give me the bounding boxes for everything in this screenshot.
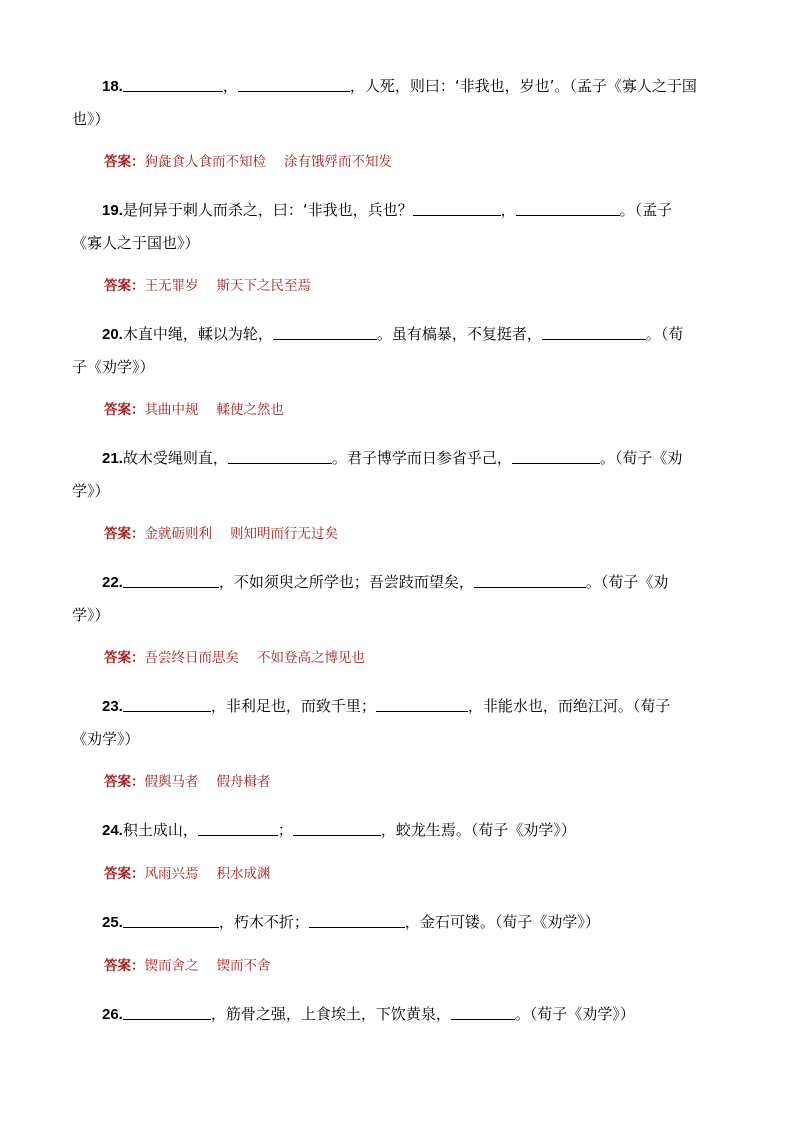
answer-line: [104, 648, 704, 668]
answer-label: 答案：: [104, 958, 145, 974]
question-number: 22.: [102, 574, 123, 591]
fill-in-blank[interactable]: [542, 323, 646, 340]
fill-in-blank[interactable]: [123, 911, 219, 928]
question-number: 20.: [102, 326, 123, 343]
question-text: ；: [277, 821, 293, 839]
answer-label: 答案：: [104, 774, 145, 790]
question-text: 。（孟子《寡人之于国也》）: [72, 201, 673, 252]
question-text: 。虽有槁暴，不复挺者，: [376, 325, 542, 343]
question-23: [72, 690, 698, 756]
answer-text: 假舆马者: [144, 774, 199, 790]
question-text: 木直中绳，輮以为轮，: [122, 325, 273, 343]
question-text: 积土成山，: [122, 821, 198, 839]
answer-text: 假舟楫者: [216, 774, 271, 790]
question-20: [72, 318, 698, 384]
answer-text: 金就砺则利: [144, 526, 212, 542]
question-number: 24.: [102, 822, 123, 839]
fill-in-blank[interactable]: [198, 819, 278, 836]
fill-in-blank[interactable]: [123, 1003, 211, 1020]
question-number: 19.: [102, 202, 123, 219]
question-text: ，筋骨之强，上食埃土，下饮黄泉，: [210, 1005, 451, 1023]
answer-line: [104, 772, 704, 792]
answer-text: 斯天下之民至焉: [216, 278, 311, 294]
question-22: [72, 566, 698, 632]
answer-label: 答案：: [104, 526, 145, 542]
answer-label: 答案：: [104, 866, 145, 882]
answer-line: [104, 956, 704, 976]
answer-text: 輮使之然也: [216, 402, 284, 418]
question-text: 。（荀子《劝学》）: [72, 573, 669, 624]
fill-in-blank[interactable]: [309, 911, 405, 928]
answer-text: 吾尝终日而思矣: [144, 650, 239, 666]
question-number: 25.: [102, 914, 123, 931]
fill-in-blank[interactable]: [474, 571, 586, 588]
fill-in-blank[interactable]: [413, 199, 501, 216]
fill-in-blank[interactable]: [123, 75, 223, 92]
fill-in-blank[interactable]: [238, 75, 350, 92]
question-text: ，人死，则曰：‘非我也，岁也’。（孟子《寡人之于国也》）: [72, 77, 697, 128]
answer-text: 不如登高之博见也: [257, 650, 365, 666]
question-26: [72, 998, 698, 1031]
question-text: ，非利足也，而致千里；: [210, 697, 376, 715]
question-text: ，非能水也，而绝江河。（荀子《劝学》）: [72, 697, 671, 748]
answer-text: 涂有饿殍而不知发: [284, 154, 392, 170]
question-24: [72, 814, 698, 847]
answer-text: 锲而不舍: [216, 958, 271, 974]
fill-in-blank[interactable]: [512, 447, 600, 464]
answer-label: 答案：: [104, 154, 145, 170]
fill-in-blank[interactable]: [123, 695, 211, 712]
fill-in-blank[interactable]: [293, 819, 381, 836]
question-19: [72, 194, 698, 260]
question-18: [72, 70, 698, 136]
answer-text: 狗彘食人食而不知检: [144, 154, 266, 170]
answer-label: 答案：: [104, 402, 145, 418]
question-text: ，金石可镂。（荀子《劝学》）: [404, 913, 600, 931]
fill-in-blank[interactable]: [451, 1003, 515, 1020]
question-number: 26.: [102, 1006, 123, 1023]
question-text: ，不如须臾之所学也；吾尝跂而望矣，: [218, 573, 474, 591]
fill-in-blank[interactable]: [123, 571, 219, 588]
question-text: 。（荀子《劝学》）: [72, 325, 684, 376]
question-text: ，朽木不折；: [218, 913, 309, 931]
question-text: ，蛟龙生焉。（荀子《劝学》）: [380, 821, 576, 839]
fill-in-blank[interactable]: [376, 695, 468, 712]
answer-line: [104, 152, 704, 172]
answer-text: 风雨兴焉: [144, 866, 199, 882]
fill-in-blank[interactable]: [273, 323, 377, 340]
answer-line: [104, 400, 704, 420]
question-text: ，: [222, 77, 238, 95]
question-number: 21.: [102, 450, 123, 467]
question-number: 18.: [102, 78, 123, 95]
answer-line: [104, 864, 704, 884]
answer-text: 锲而舍之: [144, 958, 199, 974]
question-text: 是何异于刺人而杀之，曰：‘非我也，兵也？: [122, 201, 413, 219]
fill-in-blank[interactable]: [516, 199, 620, 216]
answer-text: 积水成渊: [216, 866, 271, 882]
answer-line: [104, 276, 704, 296]
answer-text: 其曲中规: [144, 402, 199, 418]
question-text: 。（荀子《劝学》）: [72, 449, 683, 500]
fill-in-blank[interactable]: [228, 447, 332, 464]
answer-label: 答案：: [104, 650, 145, 666]
question-text: 。（荀子《劝学》）: [514, 1005, 635, 1023]
answer-text: 则知明而行无过矣: [230, 526, 338, 542]
answer-label: 答案：: [104, 278, 145, 294]
question-25: [72, 906, 698, 939]
question-21: [72, 442, 698, 508]
question-text: ，: [500, 201, 516, 219]
answer-text: 王无罪岁: [144, 278, 199, 294]
answer-line: [104, 524, 704, 544]
question-text: 故木受绳则直，: [122, 449, 228, 467]
question-text: 。君子博学而日参省乎己，: [331, 449, 512, 467]
question-number: 23.: [102, 698, 123, 715]
